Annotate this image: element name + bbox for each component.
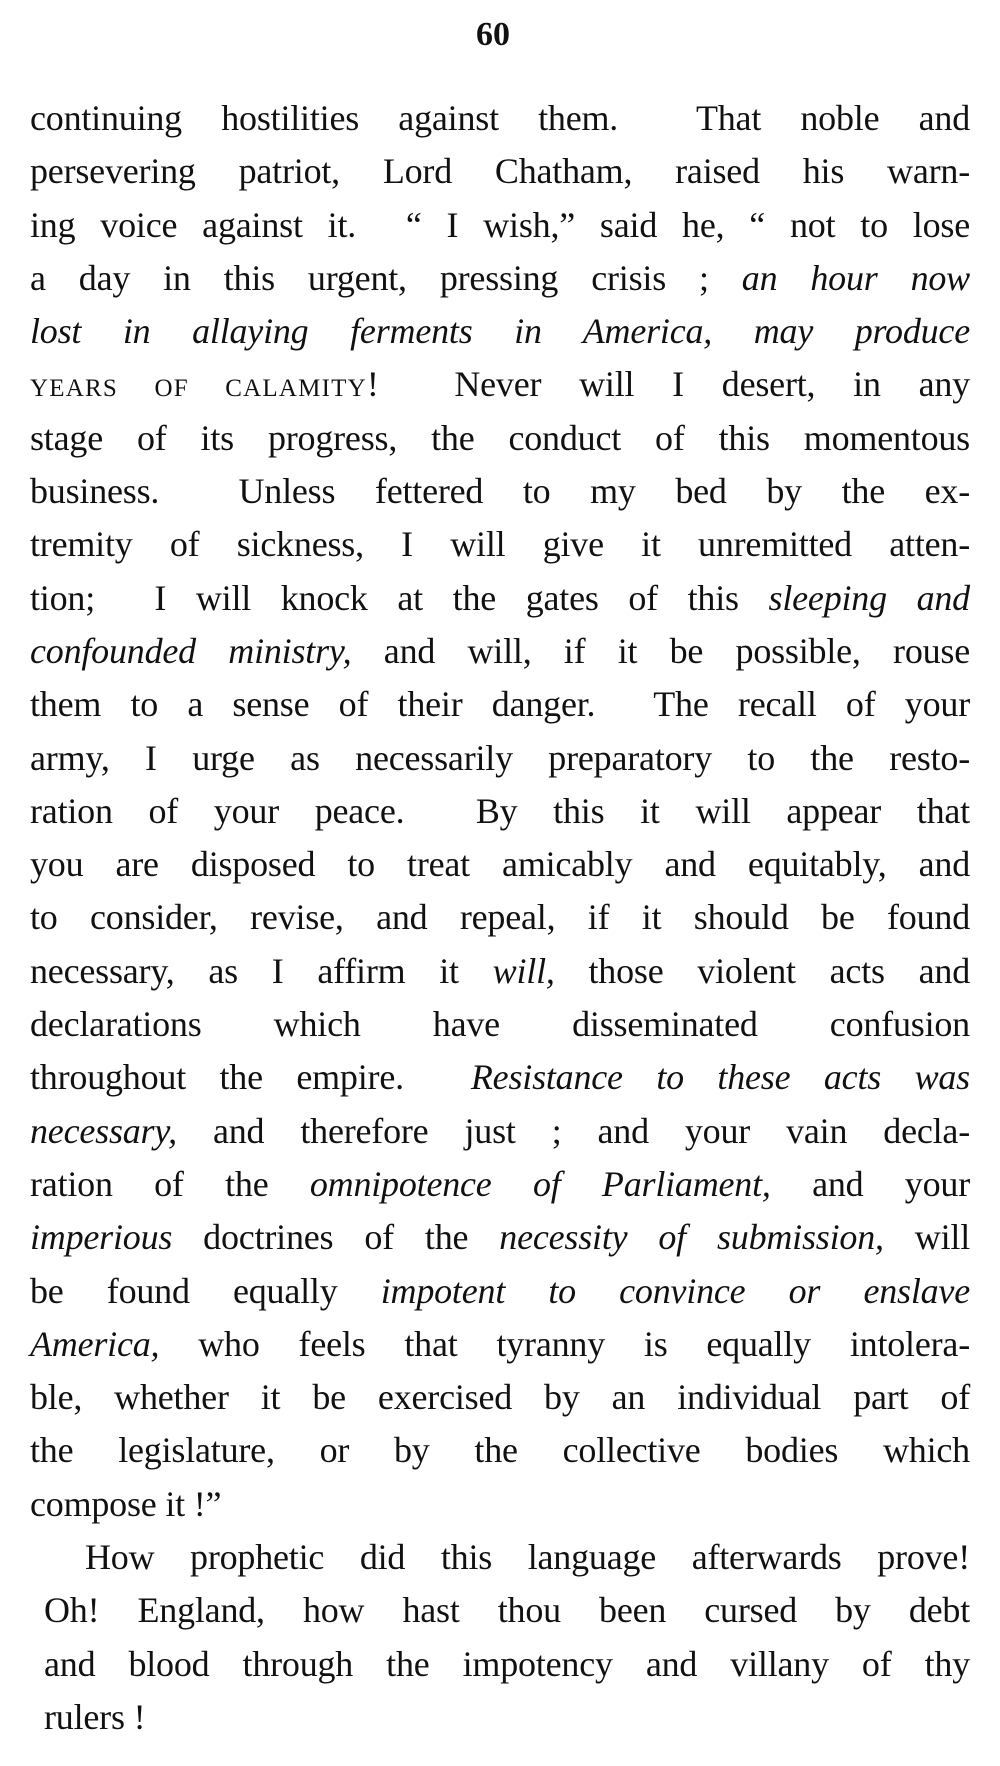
text-line	[44, 1691, 970, 1744]
text-line	[30, 998, 970, 1051]
text-segment: Oh! England, how hast thou been cursed by debt	[44, 1590, 970, 1631]
page-number: 60	[476, 16, 510, 53]
text-line	[30, 1424, 970, 1477]
text-line	[30, 1318, 970, 1371]
text-line	[30, 732, 970, 785]
text-segment: and blood through the impotency and villany of thy	[44, 1643, 970, 1684]
text-line	[30, 1371, 970, 1424]
italic-text: imperious	[30, 1217, 173, 1258]
italic-text: necessary,	[30, 1110, 177, 1151]
text-segment: ing voice against it. “ I wish,” said he, “ not to lose	[30, 204, 970, 245]
text-segment: and will, if it be possible, rouse	[351, 630, 971, 671]
text-line	[30, 199, 970, 252]
italic-text: omnipotence of Parliament,	[309, 1163, 771, 1204]
text-line	[30, 625, 970, 678]
text-segment: them to a sense of their danger. The recall of your	[30, 684, 970, 725]
text-line	[30, 145, 970, 198]
text-segment: those violent acts and	[554, 950, 970, 991]
text-segment: the legislature, or by the collective bodies which	[30, 1430, 970, 1471]
text-segment: you are disposed to treat amicably and equitably, and	[30, 844, 970, 885]
text-line	[30, 678, 970, 731]
italic-text: will,	[492, 950, 555, 991]
italic-text: an hour now	[741, 257, 970, 298]
text-segment: business. Unless fettered to my bed by the ex-	[30, 471, 970, 512]
text-line	[30, 838, 970, 891]
text-line	[30, 891, 970, 944]
italic-text: impotent to convince or enslave	[380, 1270, 970, 1311]
text-line	[44, 1638, 970, 1691]
italic-text: sleeping and	[768, 577, 970, 618]
text-segment: necessary, as I affirm it	[30, 950, 493, 991]
text-line	[30, 945, 970, 998]
text-segment: ble, whether it be exercised by an individual part of	[30, 1377, 970, 1418]
text-segment: continuing hostilities against them. That noble and	[30, 98, 970, 138]
body-text	[30, 92, 970, 1744]
text-segment: doctrines of the	[172, 1217, 500, 1258]
text-line	[30, 572, 970, 625]
text-segment: and your	[770, 1163, 970, 1204]
text-segment: tion; I will knock at the gates of this	[30, 577, 769, 618]
text-segment: a day in this urgent, pressing crisis ;	[30, 257, 742, 298]
text-segment: to consider, revise, and repeal, if it should be found	[30, 897, 970, 938]
text-line	[30, 92, 970, 145]
text-segment: throughout the empire.	[30, 1057, 471, 1098]
text-line	[30, 465, 970, 518]
small-caps-text: YEARS OF CALAMITY	[30, 375, 367, 403]
text-line	[30, 412, 970, 465]
italic-text: lost in allaying ferments in America, may produce	[30, 311, 970, 352]
text-segment: ration of the	[30, 1163, 310, 1204]
paragraph-first-line	[30, 1531, 970, 1584]
text-segment: who feels that tyranny is equally intolera-	[159, 1323, 970, 1364]
text-line	[30, 1051, 970, 1104]
text-segment: ! Never will I desert, in any	[366, 364, 970, 405]
text-line	[30, 1211, 970, 1264]
text-segment: and therefore just ; and your vain decla-	[176, 1110, 970, 1151]
text-segment: tremity of sickness, I will give it unremitted atten-	[30, 524, 970, 565]
text-segment: persevering patriot, Lord Chatham, raised his warn-	[30, 151, 970, 192]
text-segment: will	[883, 1217, 970, 1258]
text-line	[30, 1478, 970, 1531]
text-line	[44, 1584, 970, 1637]
text-segment: stage of its progress, the conduct of this momentous	[30, 417, 970, 458]
text-segment: declarations which have disseminated confusion	[30, 1004, 970, 1045]
text-line	[30, 1158, 970, 1211]
italic-text: necessity of submission,	[499, 1217, 884, 1258]
text-line	[30, 358, 970, 411]
text-segment: rulers !	[44, 1696, 146, 1737]
italic-text: America,	[30, 1323, 160, 1364]
italic-text: Resistance to these acts was	[470, 1057, 970, 1098]
italic-text: confounded ministry,	[30, 630, 352, 671]
text-segment: How prophetic did this language afterwards prove!	[85, 1537, 970, 1578]
text-line	[30, 1265, 970, 1318]
text-line	[30, 1105, 970, 1158]
text-segment: ration of your peace. By this it will appear that	[30, 790, 970, 831]
text-line	[30, 518, 970, 571]
text-segment: compose it !”	[30, 1483, 222, 1524]
text-line	[30, 785, 970, 838]
text-segment: army, I urge as necessarily preparatory to the resto-	[30, 737, 970, 778]
text-segment: be found equally	[30, 1270, 381, 1311]
text-line	[30, 305, 970, 358]
text-line	[30, 252, 970, 305]
